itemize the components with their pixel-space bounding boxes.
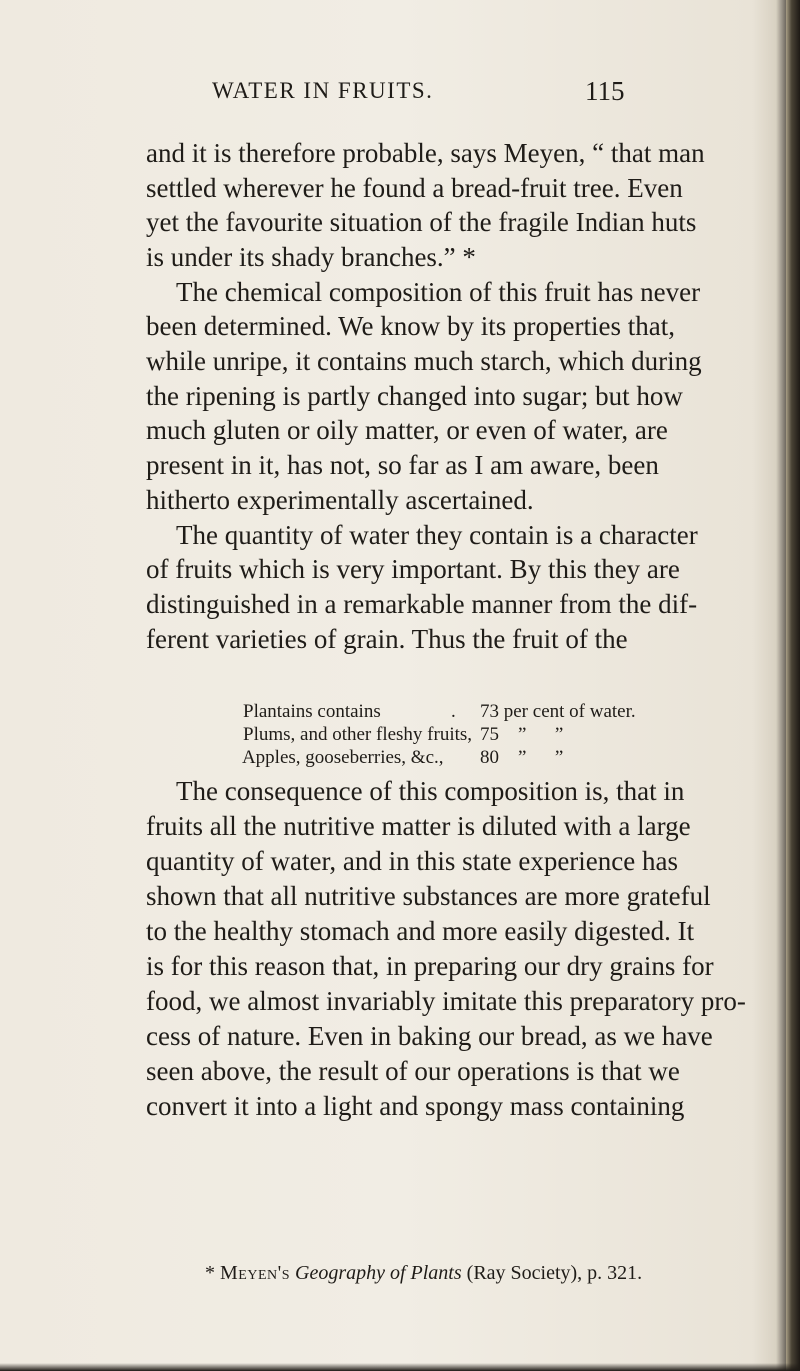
text-line: convert it into a light and spongy mass containing (146, 1091, 685, 1121)
table-cell-sep: . (451, 701, 456, 722)
table-cell-value: 73 per cent of water. (480, 701, 636, 722)
text-line: seen above, the result of our operations is that we (146, 1056, 680, 1086)
text-line: is for this reason that, in preparing our dry grains for (146, 951, 714, 981)
table-row (205, 722, 444, 768)
footnote (205, 1262, 642, 1285)
text-line: ferent varieties of grain. Thus the fruit of the (146, 624, 628, 654)
table-row (205, 676, 381, 722)
text-line: while unripe, it contains much starch, which during (146, 346, 702, 376)
text-line: The chemical composition of this fruit has never (176, 277, 701, 307)
text-line: been determined. We know by its properties that, (146, 311, 675, 341)
text-line: and it is therefore probable, says Meyen, “ that man (146, 138, 705, 168)
running-head: WATER IN FRUITS. (212, 78, 434, 103)
table-row-value (442, 676, 636, 722)
table-cell-label: Plantains contains (243, 701, 381, 722)
table-cell-label: Apples, gooseberries, &c., (241, 747, 444, 768)
text-line: cess of nature. Even in baking our bread, as we have (146, 1021, 713, 1051)
table-row-value (442, 699, 564, 745)
footnote-title: Geography of Plants (295, 1262, 462, 1284)
text-line: the ripening is partly changed into sugar; but how (146, 381, 683, 411)
text-line: much gluten or oily matter, or even of water, are (146, 415, 668, 445)
text-line: of fruits which is very important. By this they are (146, 554, 680, 584)
text-line: present in it, has not, so far as I am aware, been (146, 450, 659, 480)
text-line: shown that all nutritive substances are more grateful (146, 881, 711, 911)
text-line: settled wherever he found a bread-fruit tree. Even (146, 173, 683, 203)
text-line: to the healthy stomach and more easily digested. It (146, 916, 695, 946)
text-line: food, we almost invariably imitate this preparatory pro- (146, 986, 746, 1016)
footnote-author: Meyen's (220, 1262, 290, 1284)
text-line: hitherto experimentally ascertained. (146, 485, 534, 515)
page-binding-edge (786, 0, 800, 1371)
table-row-value (442, 722, 564, 768)
page-number: 115 (585, 76, 625, 106)
text-line: The consequence of this composition is, that in (176, 776, 685, 806)
footnote-rest: (Ray Society), p. 321. (461, 1262, 643, 1284)
table-cell-label: Plums, and other fleshy fruits, (243, 724, 473, 745)
footnote-marker: * (205, 1262, 220, 1284)
page-header (0, 78, 800, 118)
table-cell-value: 80 ” ” (480, 747, 564, 768)
text-line: yet the favourite situation of the fragile Indian huts (146, 207, 697, 237)
text-line: fruits all the nutritive matter is diluted with a large (146, 811, 691, 841)
table-row (205, 699, 473, 745)
page-bottom-shadow (0, 1363, 800, 1371)
text-line: distinguished in a remarkable manner from the dif- (146, 589, 698, 619)
table-cell-value: 75 ” ” (480, 724, 564, 745)
text-line: quantity of water, and in this state experience has (146, 846, 678, 876)
text-line: The quantity of water they contain is a character (176, 520, 698, 550)
text-line: is under its shady branches.” * (146, 242, 476, 272)
